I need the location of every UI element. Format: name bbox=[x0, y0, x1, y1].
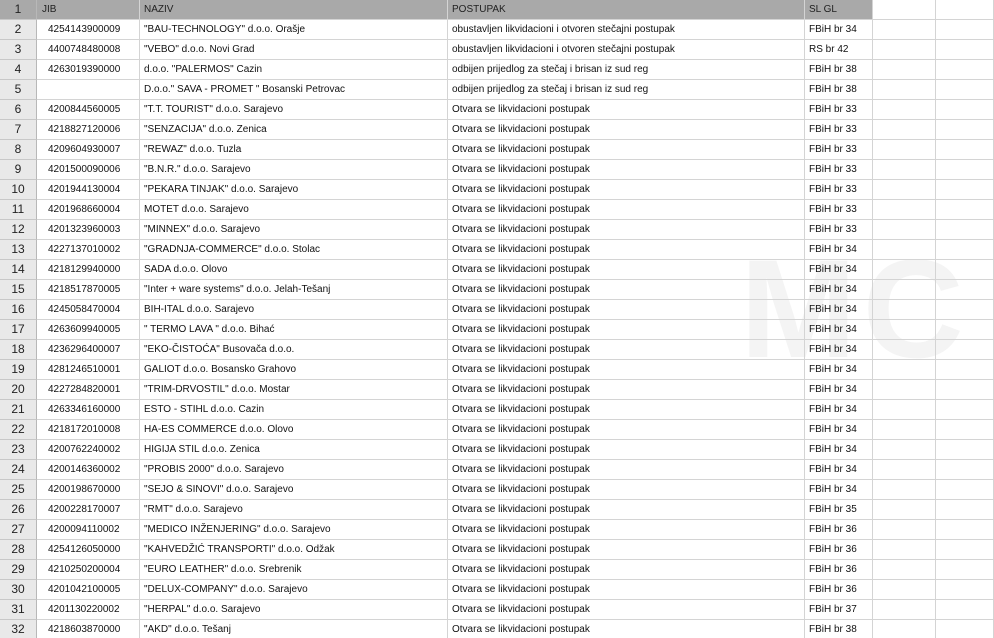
empty-cell[interactable] bbox=[936, 400, 994, 420]
row-number[interactable]: 21 bbox=[0, 400, 37, 420]
table-row bbox=[0, 60, 994, 80]
empty-cell[interactable] bbox=[873, 160, 936, 180]
table-row bbox=[0, 420, 994, 440]
cell-jib[interactable]: 4263019390000 bbox=[37, 60, 140, 80]
row-number[interactable]: 25 bbox=[0, 480, 37, 500]
cell-sl-gl[interactable]: FBiH br 33 bbox=[805, 140, 873, 160]
cell-naziv[interactable]: MOTET d.o.o. Sarajevo bbox=[140, 200, 448, 220]
cell-postupak[interactable]: Otvara se likvidacioni postupak bbox=[448, 420, 805, 440]
table-row bbox=[0, 520, 994, 540]
cell-sl-gl[interactable]: FBiH br 34 bbox=[805, 460, 873, 480]
cell-sl-gl[interactable]: FBiH br 33 bbox=[805, 120, 873, 140]
cell-sl-gl[interactable]: FBiH br 33 bbox=[805, 200, 873, 220]
table-row bbox=[0, 600, 994, 620]
cell-jib[interactable]: 4200146360002 bbox=[37, 460, 140, 480]
cell-postupak[interactable]: Otvara se likvidacioni postupak bbox=[448, 440, 805, 460]
empty-cell[interactable] bbox=[936, 420, 994, 440]
row-number[interactable]: 15 bbox=[0, 280, 37, 300]
cell-sl-gl[interactable]: FBiH br 33 bbox=[805, 100, 873, 120]
empty-cell[interactable] bbox=[873, 280, 936, 300]
cell-postupak[interactable]: Otvara se likvidacioni postupak bbox=[448, 620, 805, 638]
table-row bbox=[0, 80, 994, 100]
cell-jib[interactable]: 4218129940000 bbox=[37, 260, 140, 280]
cell-sl-gl[interactable]: FBiH br 34 bbox=[805, 240, 873, 260]
table-row bbox=[0, 160, 994, 180]
empty-cell[interactable] bbox=[936, 60, 994, 80]
cell-naziv[interactable]: SADA d.o.o. Olovo bbox=[140, 260, 448, 280]
empty-cell[interactable] bbox=[873, 400, 936, 420]
cell-naziv[interactable]: "B.N.R." d.o.o. Sarajevo bbox=[140, 160, 448, 180]
cell-jib[interactable]: 4200844560005 bbox=[37, 100, 140, 120]
cell-postupak[interactable]: Otvara se likvidacioni postupak bbox=[448, 260, 805, 280]
cell-sl-gl[interactable]: RS br 42 bbox=[805, 40, 873, 60]
empty-cell[interactable] bbox=[936, 260, 994, 280]
cell-sl-gl[interactable]: FBiH br 36 bbox=[805, 580, 873, 600]
empty-cell[interactable] bbox=[936, 500, 994, 520]
cell-naziv[interactable]: D.o.o." SAVA - PROMET " Bosanski Petrovac bbox=[140, 80, 448, 100]
cell-jib[interactable]: 4254126050000 bbox=[37, 540, 140, 560]
row-number[interactable]: 16 bbox=[0, 300, 37, 320]
empty-cell[interactable] bbox=[873, 120, 936, 140]
empty-cell[interactable] bbox=[936, 340, 994, 360]
empty-cell[interactable] bbox=[936, 220, 994, 240]
cell-postupak[interactable]: Otvara se likvidacioni postupak bbox=[448, 100, 805, 120]
cell-sl-gl[interactable]: FBiH br 38 bbox=[805, 620, 873, 638]
empty-cell[interactable] bbox=[936, 620, 994, 638]
empty-cell[interactable] bbox=[936, 200, 994, 220]
cell-jib[interactable]: 4201944130004 bbox=[37, 180, 140, 200]
cell-postupak[interactable]: Otvara se likvidacioni postupak bbox=[448, 140, 805, 160]
empty-cell[interactable] bbox=[936, 360, 994, 380]
column-header-jib[interactable]: JIB bbox=[37, 0, 140, 20]
cell-postupak[interactable]: obustavljen likvidacioni i otvoren stečajni postupak bbox=[448, 20, 805, 40]
empty-cell[interactable] bbox=[873, 480, 936, 500]
row-number[interactable]: 7 bbox=[0, 120, 37, 140]
cell-naziv[interactable]: HIGIJA STIL d.o.o. Zenica bbox=[140, 440, 448, 460]
empty-cell[interactable] bbox=[873, 380, 936, 400]
empty-cell[interactable] bbox=[873, 100, 936, 120]
table-row bbox=[0, 220, 994, 240]
empty-cell[interactable] bbox=[873, 220, 936, 240]
column-header-postupak[interactable]: POSTUPAK bbox=[448, 0, 805, 20]
row-number[interactable]: 4 bbox=[0, 60, 37, 80]
cell-sl-gl[interactable]: FBiH br 33 bbox=[805, 220, 873, 240]
cell-jib[interactable]: 4201323960003 bbox=[37, 220, 140, 240]
empty-cell[interactable] bbox=[873, 260, 936, 280]
table-row bbox=[0, 140, 994, 160]
cell-jib[interactable]: 4263346160000 bbox=[37, 400, 140, 420]
cell-naziv[interactable]: "VEBO" d.o.o. Novi Grad bbox=[140, 40, 448, 60]
table-row bbox=[0, 540, 994, 560]
table-row bbox=[0, 500, 994, 520]
table-row bbox=[0, 20, 994, 40]
row-number[interactable]: 10 bbox=[0, 180, 37, 200]
table-row bbox=[0, 360, 994, 380]
empty-cell[interactable] bbox=[936, 140, 994, 160]
cell-postupak[interactable]: Otvara se likvidacioni postupak bbox=[448, 380, 805, 400]
empty-cell[interactable] bbox=[936, 180, 994, 200]
empty-cell[interactable] bbox=[873, 300, 936, 320]
cell-naziv[interactable]: "KAHVEDŽIĆ TRANSPORTI" d.o.o. Odžak bbox=[140, 540, 448, 560]
table-row bbox=[0, 400, 994, 420]
row-number[interactable]: 13 bbox=[0, 240, 37, 260]
cell-sl-gl[interactable]: FBiH br 34 bbox=[805, 420, 873, 440]
row-number[interactable]: 19 bbox=[0, 360, 37, 380]
cell-jib[interactable]: 4236296400007 bbox=[37, 340, 140, 360]
cell-sl-gl[interactable]: FBiH br 35 bbox=[805, 500, 873, 520]
cell-naziv[interactable]: "EURO LEATHER" d.o.o. Srebrenik bbox=[140, 560, 448, 580]
cell-postupak[interactable]: Otvara se likvidacioni postupak bbox=[448, 540, 805, 560]
cell-jib[interactable]: 4200762240002 bbox=[37, 440, 140, 460]
cell-naziv[interactable]: "MEDICO INŽENJERING" d.o.o. Sarajevo bbox=[140, 520, 448, 540]
cell-sl-gl[interactable]: FBiH br 36 bbox=[805, 540, 873, 560]
empty-cell[interactable] bbox=[873, 620, 936, 638]
cell-naziv[interactable]: "Inter + ware systems" d.o.o. Jelah-Tešanj bbox=[140, 280, 448, 300]
table-row bbox=[0, 460, 994, 480]
table-row bbox=[0, 280, 994, 300]
row-number[interactable]: 8 bbox=[0, 140, 37, 160]
table-row bbox=[0, 620, 994, 638]
cell-postupak[interactable]: Otvara se likvidacioni postupak bbox=[448, 180, 805, 200]
table-row bbox=[0, 300, 994, 320]
cell-naziv[interactable]: "AKD" d.o.o. Tešanj bbox=[140, 620, 448, 638]
cell-naziv[interactable]: "HERPAL" d.o.o. Sarajevo bbox=[140, 600, 448, 620]
table-row bbox=[0, 440, 994, 460]
header-row bbox=[0, 0, 994, 20]
empty-cell[interactable] bbox=[873, 440, 936, 460]
cell-postupak[interactable]: Otvara se likvidacioni postupak bbox=[448, 280, 805, 300]
cell-jib[interactable]: 4201130220002 bbox=[37, 600, 140, 620]
row-number[interactable]: 32 bbox=[0, 620, 37, 638]
row-number[interactable]: 14 bbox=[0, 260, 37, 280]
cell-jib[interactable]: 4218603870000 bbox=[37, 620, 140, 638]
table-row bbox=[0, 120, 994, 140]
empty-cell[interactable] bbox=[873, 80, 936, 100]
empty-cell[interactable] bbox=[873, 60, 936, 80]
table-row bbox=[0, 40, 994, 60]
empty-cell[interactable] bbox=[936, 0, 994, 20]
cell-sl-gl[interactable]: FBiH br 36 bbox=[805, 560, 873, 580]
cell-jib[interactable]: 4400748480008 bbox=[37, 40, 140, 60]
empty-cell[interactable] bbox=[936, 460, 994, 480]
cell-postupak[interactable]: Otvara se likvidacioni postupak bbox=[448, 200, 805, 220]
empty-cell[interactable] bbox=[873, 20, 936, 40]
cell-postupak[interactable]: Otvara se likvidacioni postupak bbox=[448, 220, 805, 240]
row-number[interactable]: 1 bbox=[0, 0, 37, 20]
table-row bbox=[0, 480, 994, 500]
cell-postupak[interactable]: Otvara se likvidacioni postupak bbox=[448, 120, 805, 140]
cell-sl-gl[interactable]: FBiH br 34 bbox=[805, 360, 873, 380]
cell-naziv[interactable]: "GRADNJA-COMMERCE" d.o.o. Stolac bbox=[140, 240, 448, 260]
empty-cell[interactable] bbox=[873, 500, 936, 520]
empty-cell[interactable] bbox=[936, 240, 994, 260]
table-row bbox=[0, 340, 994, 360]
empty-cell[interactable] bbox=[936, 580, 994, 600]
empty-cell[interactable] bbox=[936, 440, 994, 460]
cell-naziv[interactable]: " TERMO LAVA " d.o.o. Bihać bbox=[140, 320, 448, 340]
cell-naziv[interactable]: "RMT" d.o.o. Sarajevo bbox=[140, 500, 448, 520]
row-number[interactable]: 23 bbox=[0, 440, 37, 460]
cell-postupak[interactable]: Otvara se likvidacioni postupak bbox=[448, 240, 805, 260]
row-number[interactable]: 18 bbox=[0, 340, 37, 360]
cell-sl-gl[interactable]: FBiH br 34 bbox=[805, 340, 873, 360]
cell-sl-gl[interactable]: FBiH br 34 bbox=[805, 260, 873, 280]
row-number[interactable]: 2 bbox=[0, 20, 37, 40]
cell-naziv[interactable]: "MINNEX" d.o.o. Sarajevo bbox=[140, 220, 448, 240]
table-row bbox=[0, 180, 994, 200]
cell-naziv[interactable]: "PEKARA TINJAK" d.o.o. Sarajevo bbox=[140, 180, 448, 200]
row-number[interactable]: 12 bbox=[0, 220, 37, 240]
cell-postupak[interactable]: odbijen prijedlog za stečaj i brisan iz sud reg bbox=[448, 80, 805, 100]
cell-jib[interactable]: 4281246510001 bbox=[37, 360, 140, 380]
cell-jib[interactable]: 4227137010002 bbox=[37, 240, 140, 260]
empty-cell[interactable] bbox=[936, 380, 994, 400]
table-row bbox=[0, 380, 994, 400]
cell-naziv[interactable]: "REWAZ" d.o.o. Tuzla bbox=[140, 140, 448, 160]
empty-cell[interactable] bbox=[936, 160, 994, 180]
row-number[interactable]: 29 bbox=[0, 560, 37, 580]
cell-jib[interactable]: 4218517870005 bbox=[37, 280, 140, 300]
cell-naziv[interactable]: "EKO-ČISTOĆA" Busovača d.o.o. bbox=[140, 340, 448, 360]
row-number[interactable]: 27 bbox=[0, 520, 37, 540]
table-row bbox=[0, 200, 994, 220]
empty-cell[interactable] bbox=[873, 340, 936, 360]
cell-sl-gl[interactable]: FBiH br 34 bbox=[805, 20, 873, 40]
empty-cell[interactable] bbox=[936, 600, 994, 620]
cell-sl-gl[interactable]: FBiH br 34 bbox=[805, 320, 873, 340]
empty-cell[interactable] bbox=[936, 120, 994, 140]
empty-cell[interactable] bbox=[936, 540, 994, 560]
empty-cell[interactable] bbox=[873, 240, 936, 260]
cell-naziv[interactable]: "PROBIS 2000" d.o.o. Sarajevo bbox=[140, 460, 448, 480]
empty-cell[interactable] bbox=[936, 320, 994, 340]
table-row bbox=[0, 560, 994, 580]
cell-naziv[interactable]: "T.T. TOURIST" d.o.o. Sarajevo bbox=[140, 100, 448, 120]
empty-cell[interactable] bbox=[936, 40, 994, 60]
cell-jib[interactable] bbox=[37, 80, 140, 100]
row-number[interactable]: 28 bbox=[0, 540, 37, 560]
cell-sl-gl[interactable]: FBiH br 34 bbox=[805, 400, 873, 420]
cell-jib[interactable]: 4209604930007 bbox=[37, 140, 140, 160]
row-number[interactable]: 20 bbox=[0, 380, 37, 400]
empty-cell[interactable] bbox=[873, 580, 936, 600]
cell-naziv[interactable]: BIH-ITAL d.o.o. Sarajevo bbox=[140, 300, 448, 320]
cell-sl-gl[interactable]: FBiH br 33 bbox=[805, 180, 873, 200]
cell-naziv[interactable]: "TRIM-DRVOSTIL" d.o.o. Mostar bbox=[140, 380, 448, 400]
table-row bbox=[0, 260, 994, 280]
cell-postupak[interactable]: Otvara se likvidacioni postupak bbox=[448, 480, 805, 500]
row-number[interactable]: 3 bbox=[0, 40, 37, 60]
cell-jib[interactable]: 4227284820001 bbox=[37, 380, 140, 400]
empty-cell[interactable] bbox=[873, 40, 936, 60]
cell-postupak[interactable]: Otvara se likvidacioni postupak bbox=[448, 300, 805, 320]
cell-jib[interactable]: 4201500090006 bbox=[37, 160, 140, 180]
empty-cell[interactable] bbox=[873, 460, 936, 480]
cell-naziv[interactable]: "SEJO & SINOVI" d.o.o. Sarajevo bbox=[140, 480, 448, 500]
empty-cell[interactable] bbox=[936, 100, 994, 120]
cell-sl-gl[interactable]: FBiH br 33 bbox=[805, 160, 873, 180]
empty-cell[interactable] bbox=[936, 80, 994, 100]
cell-jib[interactable]: 4201968660004 bbox=[37, 200, 140, 220]
row-number[interactable]: 24 bbox=[0, 460, 37, 480]
row-number[interactable]: 31 bbox=[0, 600, 37, 620]
cell-sl-gl[interactable]: FBiH br 34 bbox=[805, 300, 873, 320]
cell-jib[interactable]: 4200094110002 bbox=[37, 520, 140, 540]
cell-sl-gl[interactable]: FBiH br 38 bbox=[805, 60, 873, 80]
table-row bbox=[0, 580, 994, 600]
row-number[interactable]: 9 bbox=[0, 160, 37, 180]
cell-sl-gl[interactable]: FBiH br 34 bbox=[805, 380, 873, 400]
table-row bbox=[0, 240, 994, 260]
cell-sl-gl[interactable]: FBiH br 34 bbox=[805, 280, 873, 300]
cell-jib[interactable]: 4218172010008 bbox=[37, 420, 140, 440]
row-number[interactable]: 5 bbox=[0, 80, 37, 100]
cell-postupak[interactable]: Otvara se likvidacioni postupak bbox=[448, 560, 805, 580]
cell-postupak[interactable]: Otvara se likvidacioni postupak bbox=[448, 360, 805, 380]
row-number[interactable]: 26 bbox=[0, 500, 37, 520]
empty-cell[interactable] bbox=[873, 180, 936, 200]
empty-cell[interactable] bbox=[873, 600, 936, 620]
cell-postupak[interactable]: Otvara se likvidacioni postupak bbox=[448, 400, 805, 420]
empty-cell[interactable] bbox=[873, 200, 936, 220]
empty-cell[interactable] bbox=[936, 280, 994, 300]
empty-cell[interactable] bbox=[936, 300, 994, 320]
cell-naziv[interactable]: ESTO - STIHL d.o.o. Cazin bbox=[140, 400, 448, 420]
row-number[interactable]: 11 bbox=[0, 200, 37, 220]
cell-naziv[interactable]: "SENZACIJA" d.o.o. Zenica bbox=[140, 120, 448, 140]
cell-postupak[interactable]: Otvara se likvidacioni postupak bbox=[448, 160, 805, 180]
table-row bbox=[0, 320, 994, 340]
row-number[interactable]: 30 bbox=[0, 580, 37, 600]
cell-postupak[interactable]: Otvara se likvidacioni postupak bbox=[448, 460, 805, 480]
cell-postupak[interactable]: obustavljen likvidacioni i otvoren stečajni postupak bbox=[448, 40, 805, 60]
cell-naziv[interactable]: HA-ES COMMERCE d.o.o. Olovo bbox=[140, 420, 448, 440]
empty-cell[interactable] bbox=[936, 520, 994, 540]
cell-postupak[interactable]: Otvara se likvidacioni postupak bbox=[448, 340, 805, 360]
cell-jib[interactable]: 4254143900009 bbox=[37, 20, 140, 40]
cell-postupak[interactable]: Otvara se likvidacioni postupak bbox=[448, 580, 805, 600]
cell-postupak[interactable]: Otvara se likvidacioni postupak bbox=[448, 520, 805, 540]
cell-naziv[interactable]: "BAU-TECHNOLOGY" d.o.o. Orašje bbox=[140, 20, 448, 40]
cell-naziv[interactable]: d.o.o. "PALERMOS" Cazin bbox=[140, 60, 448, 80]
row-number[interactable]: 6 bbox=[0, 100, 37, 120]
empty-cell[interactable] bbox=[873, 560, 936, 580]
cell-postupak[interactable]: Otvara se likvidacioni postupak bbox=[448, 500, 805, 520]
cell-jib[interactable]: 4263609940005 bbox=[37, 320, 140, 340]
row-number[interactable]: 22 bbox=[0, 420, 37, 440]
cell-naziv[interactable]: "DELUX-COMPANY" d.o.o. Sarajevo bbox=[140, 580, 448, 600]
cell-sl-gl[interactable]: FBiH br 38 bbox=[805, 80, 873, 100]
empty-cell[interactable] bbox=[936, 480, 994, 500]
cell-jib[interactable]: 4200228170007 bbox=[37, 500, 140, 520]
empty-cell[interactable] bbox=[873, 140, 936, 160]
cell-jib[interactable]: 4201042100005 bbox=[37, 580, 140, 600]
cell-sl-gl[interactable]: FBiH br 36 bbox=[805, 520, 873, 540]
cell-jib[interactable]: 4245058470004 bbox=[37, 300, 140, 320]
cell-postupak[interactable]: Otvara se likvidacioni postupak bbox=[448, 600, 805, 620]
cell-sl-gl[interactable]: FBiH br 34 bbox=[805, 480, 873, 500]
cell-sl-gl[interactable]: FBiH br 37 bbox=[805, 600, 873, 620]
empty-cell[interactable] bbox=[873, 540, 936, 560]
empty-cell[interactable] bbox=[873, 0, 936, 20]
empty-cell[interactable] bbox=[873, 520, 936, 540]
cell-postupak[interactable]: Otvara se likvidacioni postupak bbox=[448, 320, 805, 340]
cell-postupak[interactable]: odbijen prijedlog za stečaj i brisan iz sud reg bbox=[448, 60, 805, 80]
empty-cell[interactable] bbox=[873, 320, 936, 340]
column-header-sl-gl[interactable]: SL GL bbox=[805, 0, 873, 20]
column-header-naziv[interactable]: NAZIV bbox=[140, 0, 448, 20]
table-row bbox=[0, 100, 994, 120]
empty-cell[interactable] bbox=[936, 20, 994, 40]
cell-jib[interactable]: 4218827120006 bbox=[37, 120, 140, 140]
cell-sl-gl[interactable]: FBiH br 34 bbox=[805, 440, 873, 460]
empty-cell[interactable] bbox=[873, 360, 936, 380]
empty-cell[interactable] bbox=[873, 420, 936, 440]
cell-naziv[interactable]: GALIOT d.o.o. Bosansko Grahovo bbox=[140, 360, 448, 380]
empty-cell[interactable] bbox=[936, 560, 994, 580]
row-number[interactable]: 17 bbox=[0, 320, 37, 340]
cell-jib[interactable]: 4210250200004 bbox=[37, 560, 140, 580]
cell-jib[interactable]: 4200198670000 bbox=[37, 480, 140, 500]
